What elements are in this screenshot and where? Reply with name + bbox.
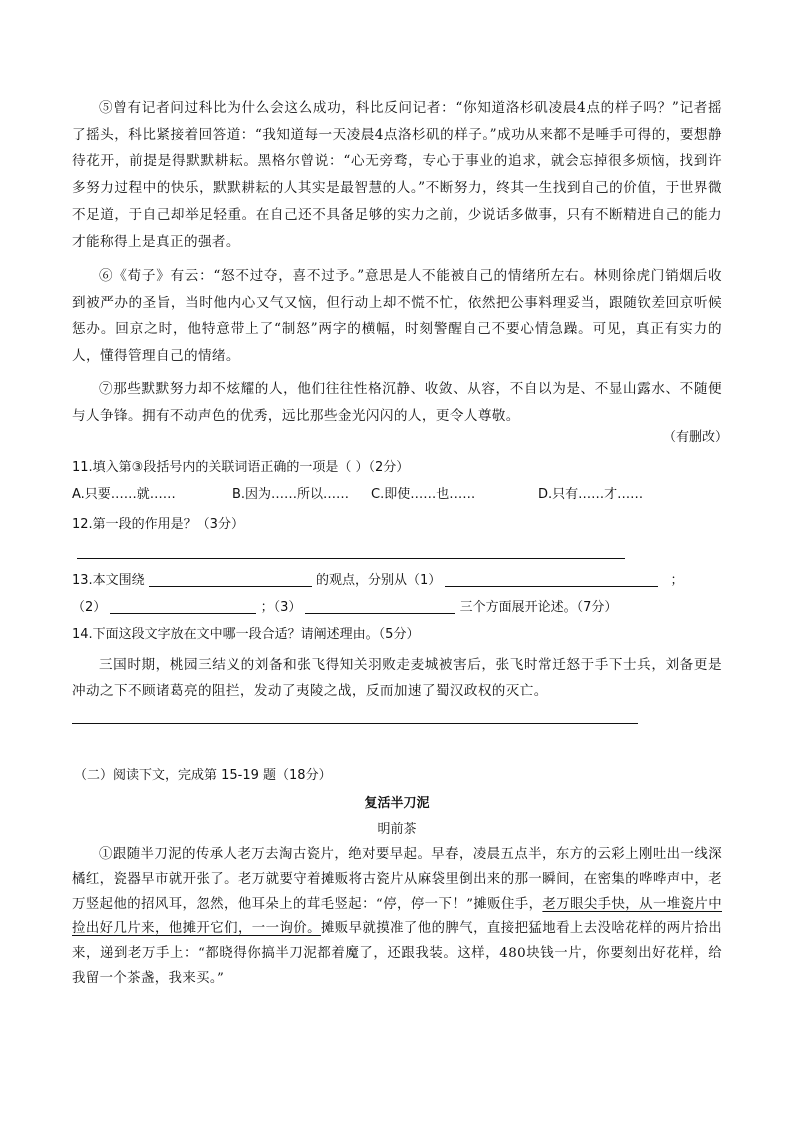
article-author: 明前茶: [377, 822, 417, 837]
q13-blank-2[interactable]: [110, 599, 256, 614]
question-14-passage: 三国时期，桃园三结义的刘备和张飞得知关羽败走麦城被害后，张飞时常迁怒于手下士兵，刘备更是冲动之下不顾诸葛亮的阻拦，发动了夷陵之战，反而加速了蜀汉政权的灭亡。: [72, 657, 722, 699]
article-title: 复活半刀泥: [364, 796, 430, 811]
q11-option-b: B.因为……所以……: [232, 487, 350, 502]
q11-option-d: D.只有……才……: [538, 487, 644, 502]
paragraph-5: ⑤曾有记者问过科比为什么会这么成功，科比反问记者：“你知道洛杉矶凌晨4点的样子吗？”记者摇了摇头，科比紧接着回答道：“我知道每一天凌晨4点洛杉矶的样子。”成功从来都不是唾手可得的，要想静待花开，前提是得默默耕耘。黑格尔曾说：“心无旁骛，专心于事业的追求，就会忘掉很多烦恼，找到许多努力过程中的快乐，默默耕耘的人其实是最智慧的人。”不断努力，终其一生找到自己的价值，于世界微不足道，于自己却举足轻重。在自己还不具备足够的实力之前，少说话多做事，只有不断精进自己的能力才能称得上是真正的强者。: [72, 100, 722, 250]
q13-blank-3[interactable]: [305, 599, 455, 614]
paragraph-7: ⑦那些默默努力却不炫耀的人，他们往往性格沉静、收敛、从容，不自以为是、不显山露水、不随便与人争锋。拥有不动声色的优秀，远比那些金光闪闪的人，更令人尊敬。: [72, 381, 722, 424]
p1-text-a: ①跟随半刀泥的传承人老万去淘古瓷片，绝对要早起。早春，凌晨五点半，东方的云彩上刚吐出一线深橘红，瓷器早市就开张了。老万就要守着摊贩将古瓷片从麻袋里倒出来的那一瞬间，在密集的哗哗声中，老万竖起他的招风耳，忽然，他耳朵上的茸毛竖起：“停，停一下！”摊贩住手，: [72, 847, 722, 912]
answer-line-12[interactable]: [77, 558, 625, 559]
q11-option-a: A.只要……就……: [72, 487, 176, 502]
q13-text-d: （2）: [72, 600, 107, 615]
p1-underlined-sentence: 老万眼尖手快，从一堆瓷片中捡出好几片来，他摊开它们，一一询价。: [72, 896, 722, 937]
q13-text-a: 13.本文围绕: [72, 573, 145, 588]
p1-text-b: 摊贩早就摸准了他的脾气，直接把猛地看上去没啥花样的两片拾出来，递到老万手上：“都晓得你搞半刀泥都着魔了，还跟我装。这样，480块钱一片，你要刻出好花样，给我留一个茶盏，我来买。”: [72, 921, 722, 986]
question-13-row-2: [72, 599, 617, 617]
q13-text-f: 三个方面展开论述。（7分）: [459, 600, 618, 615]
q13-blank-1[interactable]: [445, 572, 658, 587]
section-2-heading: （二）阅读下文，完成第 15-19 题（18分）: [74, 768, 332, 783]
question-11: 11.填入第③段括号内的关联词语正确的一项是（ ）（2分）: [72, 460, 410, 475]
paragraph-6: ⑥《荀子》有云：“怒不过夺，喜不过予。”意思是人不能被自己的情绪所左右。林则徐虎门销烟后收到被严办的圣旨，当时他内心又气又恼，但行动上却不慌不忙，依然把公事料理妥当，跟随钦差回京听候惩办。回京之时，他特意带上了“制怒”两字的横幅，时刻警醒自己不要心情急躁。可见，真正有实力的人，懂得管理自己的情绪。: [72, 268, 722, 365]
question-13-row-1: [72, 572, 684, 590]
q13-blank-viewpoint[interactable]: [149, 572, 312, 587]
q11-option-c: C.即使……也……: [371, 487, 476, 502]
answer-line-14[interactable]: [72, 723, 638, 724]
question-12: 12.第一段的作用是？（3分）: [72, 517, 244, 532]
q13-text-e: ；（3）: [260, 600, 302, 615]
article-paragraph-1: [72, 843, 722, 992]
q13-text-c: ；: [670, 573, 684, 588]
question-14: 14.下面这段文字放在文中哪一段合适？请阐述理由。（5分）: [72, 627, 420, 642]
q13-text-b: 的观点，分别从（1）: [315, 573, 442, 588]
edited-note: （有删改）: [662, 430, 728, 445]
